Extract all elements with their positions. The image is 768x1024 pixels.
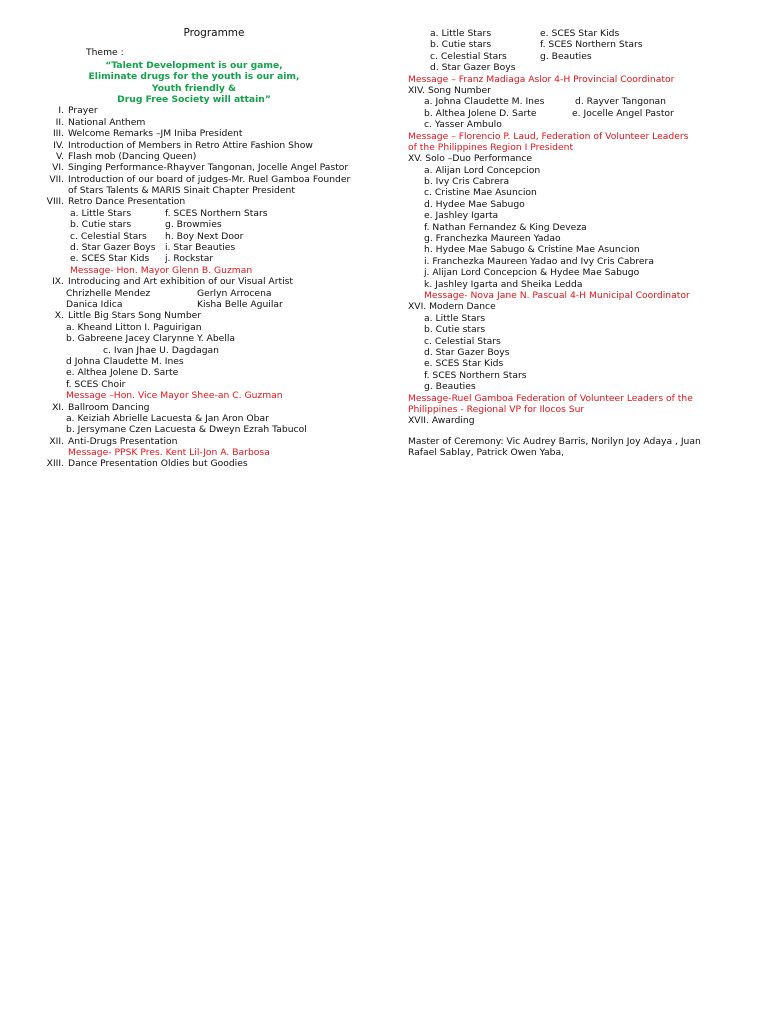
modern-dance-list [408, 313, 728, 393]
list-item: f. SCES Northern Stars [424, 369, 527, 381]
list-item: e. Jashley Igarta [424, 210, 499, 222]
ballroom-list [44, 413, 374, 436]
list-item: j. Alijan Lord Concepcion & Hydee Mae Sabugo [424, 267, 640, 279]
little-big-stars-list [44, 322, 374, 402]
list-item: a. Keiziah Abrielle Lacuesta & Jan Aron Obar [66, 412, 269, 424]
list-item: g. Franchezka Maureen Yadao [424, 233, 561, 245]
list-item: a. Little Stars e. SCES Star Kids [430, 28, 620, 39]
list-item: c. Celestial Stars h. Boy Next Door [70, 230, 244, 242]
list-item: a. Kheand Litton I. Paguirigan [66, 321, 202, 333]
message-line: Philippines - Regional VP for Ilocos Sur [408, 403, 585, 415]
message-line: of the Philippines Region I President [408, 141, 574, 153]
programme-item: XIII. Dance Presentation Oldies but Goodies [46, 458, 248, 470]
programme-item: XII. Anti-Drugs Presentation [49, 435, 178, 447]
list-item: e. SCES Star Kids [424, 358, 504, 370]
programme-item: XI. Ballroom Dancing [52, 401, 150, 413]
list-item: f. Nathan Fernandez & King Deveza [424, 221, 587, 233]
list-item: d Johna Claudette M. Ines [66, 355, 184, 367]
programme-item: VI. Singing Performance-Rhayver Tangonan, Jocelle Angel Pastor [52, 162, 349, 174]
list-item: c. Celestial Stars [424, 335, 501, 347]
message-line: Message- Nova Jane N. Pascual 4-H Municipal Coordinator [424, 289, 690, 301]
theme-line: Drug Free Society will attain” [117, 93, 271, 105]
list-item: a. Johna Claudette M. Ines d. Rayver Tangonan [424, 96, 666, 108]
list-item: e. SCES Star Kids j. Rockstar [70, 253, 214, 265]
programme-item: II. National Anthem [55, 116, 146, 128]
message-line: Message –Hon. Vice Mayor Shee-an C. Guzman [66, 390, 283, 402]
list-item: Danica Idica Kisha Belle Aguilar [66, 299, 283, 310]
list-item: b. Cutie stars f. SCES Northern Stars [430, 39, 643, 51]
theme-line: Eliminate drugs for the youth is our aim, [88, 71, 300, 83]
list-item: a. Alijan Lord Concepcion [424, 164, 541, 176]
list-item: i. Franchezka Maureen Yadao and Ivy Cris Cabrera [424, 255, 654, 267]
theme-label: Theme : [86, 47, 124, 59]
left-column [44, 0, 374, 470]
list-item: b. Cutie stars g. Browmies [70, 219, 222, 231]
master-of-ceremony: Master of Ceremony: Vic Audrey Barris, Norilyn Joy Adaya , Juan [408, 435, 701, 447]
solo-duo-list [408, 165, 728, 302]
list-item: b. Gabreene Jacey Clarynne Y. Abella [66, 333, 236, 345]
list-item: d. Hydee Mae Sabugo [424, 198, 525, 210]
programme-item-continued: of Stars Talents & MARIS Sinait Chapter President [68, 185, 295, 197]
list-item: e. Althea Jolene D. Sarte [66, 367, 179, 379]
list-item: d. Star Gazer Boys [424, 346, 510, 358]
list-item: c. Celestial Stars g. Beauties [430, 50, 592, 62]
master-of-ceremony: Rafael Sablay, Patrick Owen Yaba, [408, 447, 565, 459]
programme-item: X. Little Big Stars Song Number [54, 310, 202, 322]
list-item: b. Althea Jolene D. Sarte e. Jocelle Angel Pastor [424, 107, 674, 119]
programme-item: IV. Introduction of Members in Retro Attire Fashion Show [53, 139, 313, 151]
right-column [408, 28, 728, 458]
programme-item: XVII. Awarding [408, 415, 475, 427]
list-item: f. SCES Choir [66, 378, 126, 390]
list-item: b. Cutie stars [424, 324, 486, 336]
list-item: d. Star Gazer Boys [430, 62, 516, 74]
list-item: c. Ivan Jhae U. Dagdagan [103, 344, 219, 356]
list-item: a. Little Stars [424, 312, 486, 324]
list-item: Chrizhelle Mendez Gerlyn Arrocena [66, 287, 272, 299]
message-line: Message- PPSK Pres. Kent Lil-Jon A. Barbosa [68, 447, 270, 459]
theme-statement [44, 60, 344, 106]
programme-item: V. Flash mob (Dancing Queen) [55, 150, 197, 162]
list-item: b. Ivy Cris Cabrera [424, 176, 510, 188]
list-item: c. Cristine Mae Asuncion [424, 187, 537, 199]
programme-title: Programme [183, 27, 245, 39]
programme-item: I. Prayer [58, 105, 98, 117]
list-item: h. Hydee Mae Sabugo & Cristine Mae Asuncion [424, 244, 640, 256]
programme-item: III. Welcome Remarks –JM Iniba President [52, 128, 243, 140]
programme-item: XIV. Song Number [408, 84, 491, 96]
list-item: a. Little Stars f. SCES Northern Stars [70, 207, 268, 219]
list-item: d. Star Gazer Boys i. Star Beauties [70, 242, 236, 254]
dance-groups-list [408, 28, 728, 74]
message-line: Message – Florencio P. Laud, Federation of Volunteer Leaders [408, 130, 689, 142]
song-number-list [408, 96, 728, 130]
programme-item: VII. Introduction of our board of judges-Mr. Ruel Gamboa Founder [49, 173, 351, 185]
message-line: Message-Ruel Gamboa Federation of Volunteer Leaders of the [408, 392, 693, 404]
theme-line: Youth friendly & [151, 82, 237, 94]
programme-item: VIII. Retro Dance Presentation [46, 196, 186, 208]
list-item: k. Jashley Igarta and Sheika Ledda [424, 278, 583, 290]
list-item: c. Yasser Ambulo [424, 119, 502, 131]
theme-line: “Talent Development is our game, [105, 59, 283, 71]
programme-item: XV. Solo –Duo Performance [408, 153, 533, 165]
programme-item: IX. Introducing and Art exhibition of our Visual Artist [52, 276, 294, 288]
message-line: Message – Franz Madiaga Aslor 4-H Provincial Coordinator [408, 73, 675, 85]
programme-item: XVI. Modern Dance [408, 301, 496, 313]
message-line: Message- Hon. Mayor Glenn B. Guzman [70, 264, 253, 276]
list-item: g. Beauties [424, 381, 476, 393]
list-item: b. Jersymane Czen Lacuesta & Dweyn Ezrah Tabucol [66, 424, 307, 436]
retro-dance-groups [44, 208, 374, 276]
artist-list [44, 288, 374, 311]
